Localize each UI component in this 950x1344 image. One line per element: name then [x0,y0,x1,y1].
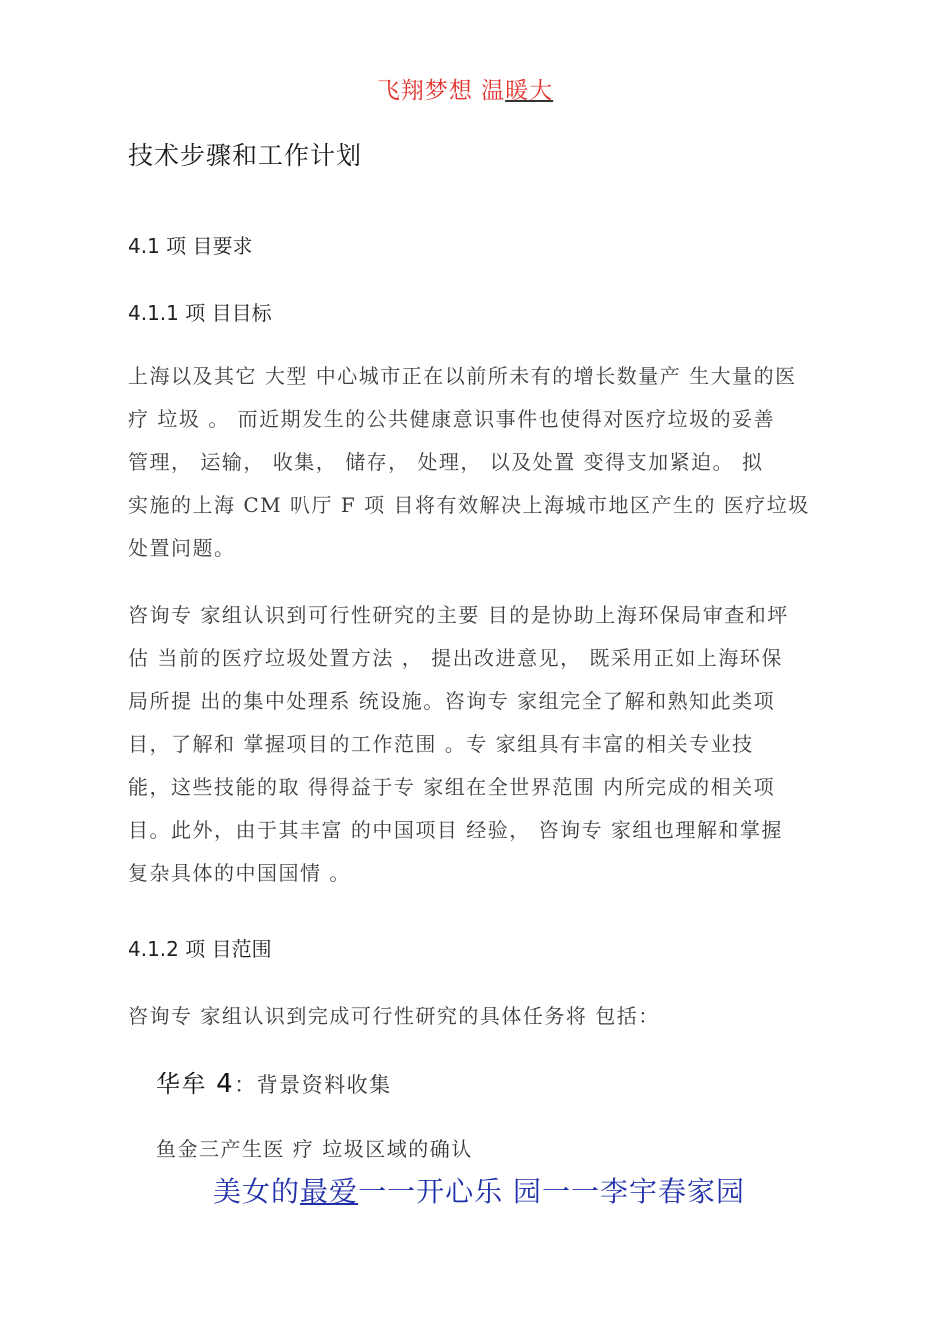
section-label: 项 目范围 [178,937,272,961]
paragraph-line: 估 当前的医疗垃圾处置方法 ， 提出改进意见， 既采用正如上海环保 [128,646,783,670]
section-label: 项 目目标 [178,301,272,325]
paragraph-line: 实施的上海 CM 叭厅 F 项 目将有效解决上海城市地区产生的 医疗垃圾 [128,493,810,517]
section-number: 4.1 [128,234,160,258]
page-footer [0,1170,950,1210]
paragraph-line: 咨询专 家组认识到可行性研究的主要 目的是协助上海环保局审查和坪 [128,603,789,627]
task-item-background [156,1064,392,1099]
footer-text: 美女的 [213,1175,301,1208]
section-heading-4-1-1 [128,297,272,326]
paragraph-line: 目，了解和 掌握项目的工作范围 。专 家组具有丰富的相关专业技 [128,732,754,756]
footer-text-underlined: 最爱 [300,1175,359,1208]
paragraph-line: 局所提 出的集中处理系 统设施。咨询专 家组完全了解和熟知此类项 [128,689,776,713]
paragraph-expert-group [128,594,828,895]
page-header [0,72,930,105]
footer-text: 一一开心乐 园一一李宇春家园 [358,1175,745,1208]
paragraph-line: 能，这些技能的取 得得益于专 家组在全世界范围 内所完成的相关项 [128,775,776,799]
paragraph-line: 上海以及其它 大型 中心城市正在以前所未有的增长数量产 生大量的医 [128,364,797,388]
header-text-underlined: 暖大 [505,78,554,104]
section-number: 4.1.2 [128,937,179,961]
section-heading-4-1 [128,230,253,259]
paragraph-line: 复杂具体的中国国情 。 [128,861,351,885]
task-item-region: 鱼金三产生医 疗 垃圾区域的确认 [156,1137,473,1161]
paragraph-line: 管理， 运输， 收集， 储存， 处理， 以及处置 变得支加紧迫。 拟 [128,450,764,474]
scope-intro: 咨询专 家组认识到完成可行性研究的具体任务将 包括： [128,1004,660,1028]
paragraph-line: 疗 垃圾 。 而近期发生的公共健康意识事件也使得对医疗垃圾的妥善 [128,407,776,431]
task-lead: 华牟 [156,1070,217,1098]
section-label: 项 目要求 [159,234,253,258]
section-number: 4.1.1 [128,301,179,325]
task-number: 4 [216,1069,235,1099]
paragraph-line: 处置问题。 [128,536,236,560]
section-heading-4-1-2 [128,933,272,962]
paragraph-objective [128,355,828,570]
task-text: ：背景资料收集 [234,1073,392,1097]
document-title: 技术步骤和工作计划 [128,141,363,170]
header-text: 飞翔梦想 温 [376,78,506,104]
paragraph-line: 目。此外，由于其丰富 的中国项目 经验， 咨询专 家组也理解和掌握 [128,818,783,842]
